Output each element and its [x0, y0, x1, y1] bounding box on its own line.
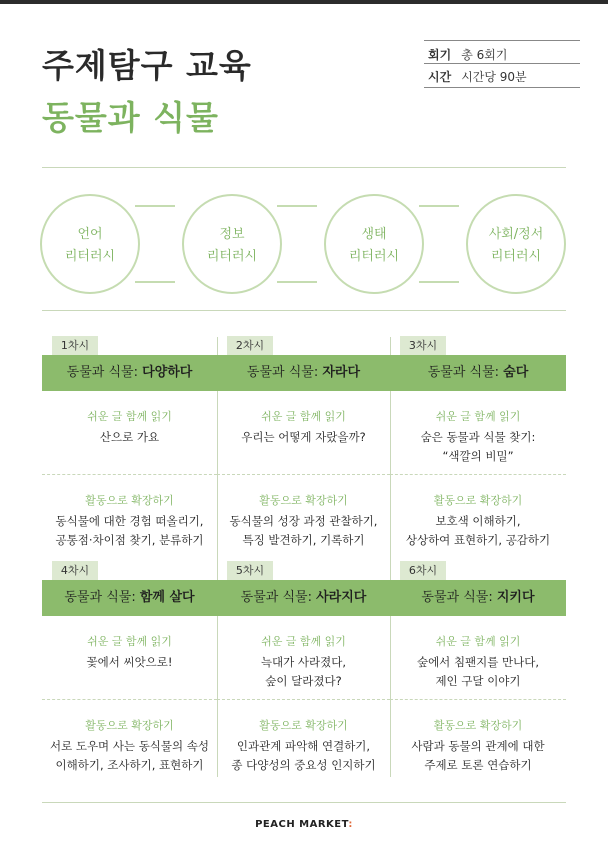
literacy-circle-language: [40, 194, 140, 294]
activity-title: 활동으로 확장하기: [433, 494, 523, 507]
meta-rule-bottom: [424, 87, 580, 88]
section-divider: [42, 167, 566, 168]
activity-line: 공통점·차이점 찾기, 분류하기: [55, 533, 204, 547]
activity-title: 활동으로 확장하기: [85, 719, 174, 732]
meta-value: 총 6회기: [461, 48, 508, 62]
reading-title: 쉬운 글 함께 읽기: [87, 635, 172, 648]
session-tag: 4차시: [52, 561, 98, 580]
session-card-4: [42, 561, 217, 783]
dashed-divider: [217, 474, 390, 475]
page-title: 주제탐구 교육: [42, 46, 252, 85]
session-card-2: [217, 336, 390, 558]
session-topic: 함께 살다: [139, 590, 195, 605]
chain-connector: [419, 205, 459, 283]
reading-title: 쉬운 글 함께 읽기: [435, 635, 521, 648]
dashed-divider: [42, 474, 217, 475]
activity-title: 활동으로 확장하기: [259, 494, 348, 507]
publisher-mark: :: [348, 819, 353, 830]
activity-title: 활동으로 확장하기: [433, 719, 523, 732]
session-topic: 지키다: [496, 590, 535, 605]
reading-line: 숲이 달라졌다?: [265, 674, 342, 688]
session-tag: 2차시: [227, 336, 273, 355]
reading-section: [42, 408, 217, 447]
literacy-circle-social: [466, 194, 566, 294]
activity-line: 사람과 동물의 관계에 대한: [411, 739, 545, 753]
reading-line: “색깔의 비밀”: [442, 449, 514, 463]
literacy-sublabel: 리터러시: [490, 249, 542, 264]
session-tag: 6차시: [400, 561, 446, 580]
activity-line: 서로 도우며 사는 동식물의 속성: [49, 739, 210, 753]
reading-title: 쉬운 글 함께 읽기: [261, 410, 346, 423]
reading-line: 꽃에서 씨앗으로!: [86, 655, 173, 669]
activity-section: [42, 717, 217, 775]
session-topic: 다양하다: [142, 365, 193, 380]
session-prefix: 동물과 식물:: [427, 365, 500, 380]
dashed-divider: [42, 699, 217, 700]
reading-line: 우리는 어떻게 자랐을까?: [241, 430, 366, 444]
reading-line: 제인 구달 이야기: [435, 674, 521, 688]
activity-line: 상상하여 표현하기, 공감하기: [405, 533, 551, 547]
session-header: [217, 580, 390, 616]
activity-title: 활동으로 확장하기: [85, 494, 174, 507]
literacy-sublabel: 리터러시: [206, 249, 258, 264]
literacy-label: 정보: [219, 227, 245, 242]
reading-section: [390, 408, 566, 466]
session-prefix: 동물과 식물:: [66, 365, 138, 380]
footer-divider: [42, 802, 566, 803]
literacy-circle-information: [182, 194, 282, 294]
reading-line: 늑대가 사라졌다,: [260, 655, 347, 669]
session-card-5: [217, 561, 390, 783]
publisher-logo: [0, 819, 608, 830]
dashed-divider: [217, 699, 390, 700]
reading-section: [42, 633, 217, 672]
meta-rule-mid: [424, 63, 580, 64]
activity-section: [390, 492, 566, 550]
session-topic: 숨다: [503, 365, 529, 380]
activity-line: 종 다양성의 중요성 인지하기: [231, 758, 376, 772]
session-tag: 5차시: [227, 561, 273, 580]
chain-connector: [277, 205, 317, 283]
session-prefix: 동물과 식물:: [421, 590, 493, 605]
reading-section: [217, 408, 390, 447]
meta-label: 시간: [428, 70, 452, 84]
publisher-name: PEACH MARKET: [255, 819, 349, 830]
session-header: [42, 355, 217, 391]
session-prefix: 동물과 식물:: [240, 590, 312, 605]
reading-title: 쉬운 글 함께 읽기: [435, 410, 521, 423]
activity-section: [217, 717, 390, 775]
activity-line: 동식물의 성장 과정 관찰하기,: [229, 514, 378, 528]
meta-duration: [428, 68, 527, 85]
activity-section: [390, 717, 566, 775]
reading-title: 쉬운 글 함께 읽기: [261, 635, 346, 648]
activity-line: 인과관계 파악해 연결하기,: [236, 739, 371, 753]
activity-line: 이해하기, 조사하기, 표현하기: [55, 758, 204, 772]
meta-rule-top: [424, 40, 580, 41]
activity-section: [217, 492, 390, 550]
literacy-sublabel: 리터러시: [348, 249, 400, 264]
reading-section: [390, 633, 566, 691]
literacy-sublabel: 리터러시: [64, 249, 116, 264]
session-card-1: [42, 336, 217, 558]
session-card-3: [390, 336, 566, 558]
section-divider: [42, 310, 566, 311]
session-topic: 자라다: [322, 365, 361, 380]
meta-value: 시간당 90분: [461, 70, 527, 84]
reading-line: 숨은 동물과 식물 찾기:: [420, 430, 536, 444]
literacy-circle-ecology: [324, 194, 424, 294]
reading-section: [217, 633, 390, 691]
activity-section: [42, 492, 217, 550]
activity-line: 보호색 이해하기,: [435, 514, 521, 528]
activity-line: 주제로 토론 연습하기: [424, 758, 532, 772]
session-tag: 3차시: [400, 336, 446, 355]
session-header: [390, 355, 566, 391]
dashed-divider: [390, 474, 566, 475]
session-tag: 1차시: [52, 336, 98, 355]
activity-line: 동식물에 대한 경험 떠올리기,: [55, 514, 204, 528]
activity-title: 활동으로 확장하기: [259, 719, 348, 732]
session-header: [217, 355, 390, 391]
literacy-label: 언어: [77, 227, 103, 242]
dashed-divider: [390, 699, 566, 700]
session-header: [390, 580, 566, 616]
literacy-label: 생태: [361, 227, 387, 242]
reading-line: 숲에서 침팬지를 만나다,: [416, 655, 540, 669]
literacy-label: 사회/정서: [488, 227, 544, 242]
activity-line: 특징 발견하기, 기록하기: [242, 533, 365, 547]
session-prefix: 동물과 식물:: [246, 365, 319, 380]
top-rule: [0, 0, 608, 4]
reading-title: 쉬운 글 함께 읽기: [87, 410, 172, 423]
chain-connector: [135, 205, 175, 283]
meta-label: 회기: [428, 48, 452, 62]
session-prefix: 동물과 식물:: [64, 590, 136, 605]
page-subtitle: 동물과 식물: [42, 98, 219, 137]
session-card-6: [390, 561, 566, 783]
reading-line: 산으로 가요: [99, 430, 160, 444]
session-topic: 사라지다: [316, 590, 367, 605]
meta-sessions: [428, 46, 507, 63]
session-header: [42, 580, 217, 616]
